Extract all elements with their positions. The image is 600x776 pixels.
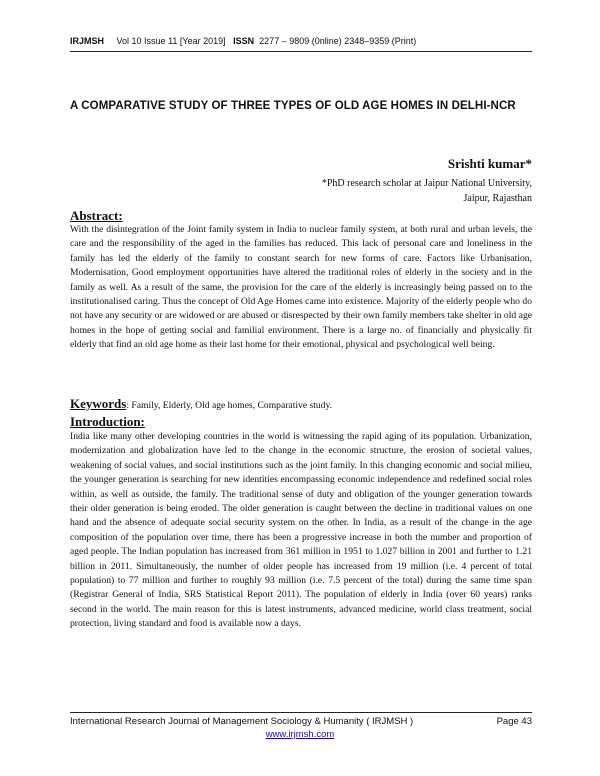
journal-website-link[interactable]: www.irjmsh.com (265, 729, 335, 740)
author-name: Srishti kumar* (447, 156, 532, 171)
page-number: Page 43 (496, 716, 532, 727)
footer-divider (70, 712, 532, 713)
abstract-heading: Abstract: (70, 208, 123, 223)
keywords-line (70, 396, 532, 412)
header-divider (70, 51, 532, 52)
introduction-body: India like many other developing countries in the world is witnessing the rapid aging of its population. Urbanization, modernization and globalization have led to the change in the economic structure, the erosion of societal values, weakening of social values, and social institutions such as the joint family. In this changing economic and social milieu, the younger generation is searching for new identities encompassing economic independence and redefined social roles within, as well as outside, the family. The traditional sense of duty and obligation of the younger generation towards their older generation is being eroded. The older generation is caught between the decline in traditional values on one hand and the absence of adequate social security system on the other. In India, as a result of the change in the age composition of the population over time, there has been a progressive increase in both the number and proportion of aged people. The Indian population has increased from 361 million in 1951 to 1.027 billion in 2001 and further to 1.21 billion in 2011. Simultaneously, the number of older people has increased from 19 million (i.e. 4 percent of total population) to 77 million and further to roughly 93 million (i.e. 7.5 percent of the total) during the same time span (Registrar General of India, SRS Statistical Report 2011). The population of elderly in India (over 60 years) ranks second in the world. The main reason for this is latest instruments, advanced medicine, world class treatment, social protection, living standard and food is available now a days. (70, 431, 532, 630)
issn-value: 2277 – 9809 (0nline) 2348–9359 (Print) (259, 36, 417, 46)
volume-info: Vol 10 Issue 11 [Year 2019] (116, 36, 226, 46)
paper-title: A COMPARATIVE STUDY OF THREE TYPES OF OLD AGE HOMES IN DELHI-NCR (70, 100, 516, 112)
footer-journal-name: International Research Journal of Management Sociology & Humanity ( IRJMSH ) (70, 716, 414, 727)
running-footer (70, 716, 532, 727)
affiliation-line: *PhD research scholar at Jaipur National University, (321, 178, 532, 189)
keywords-text: : Family, Elderly, Old age homes, Comparative study. (126, 400, 333, 411)
abstract-body: With the disintegration of the Joint family system in India to nuclear family system, at both rural and urban levels, the care and the responsibility of the aged in the families has reduced. This lack of personal care and loneliness in the family has led the elderly of the family to constant search for new forms of care. Factors like Urbanisation, Modernisation, Good employment opportunities have altered the traditional roles of elderly in the society and in the family as well. As a result of the same, the provision for the care of the elderly is increasingly being passed on to the institutionalised caring. Thus the concept of Old Age Homes came into existence. Majority of the elderly people who do not have any security or are widowed or are abused or disrespected by their own family members take shelter in old age homes in the hope of getting social and familial environment. There is a large no. of financially and physically fit elderly that find an old age home as their last home for their emotional, physical and psychological well being. (70, 224, 532, 351)
journal-abbrev: IRJMSH (70, 36, 105, 46)
author-affiliation (252, 176, 532, 206)
affiliation-line: Jaipur, Rajasthan (463, 193, 532, 204)
issn-label: ISSN (233, 36, 255, 46)
introduction-heading: Introduction: (70, 414, 145, 429)
running-header (70, 36, 540, 46)
keywords-label: Keywords (70, 396, 127, 411)
